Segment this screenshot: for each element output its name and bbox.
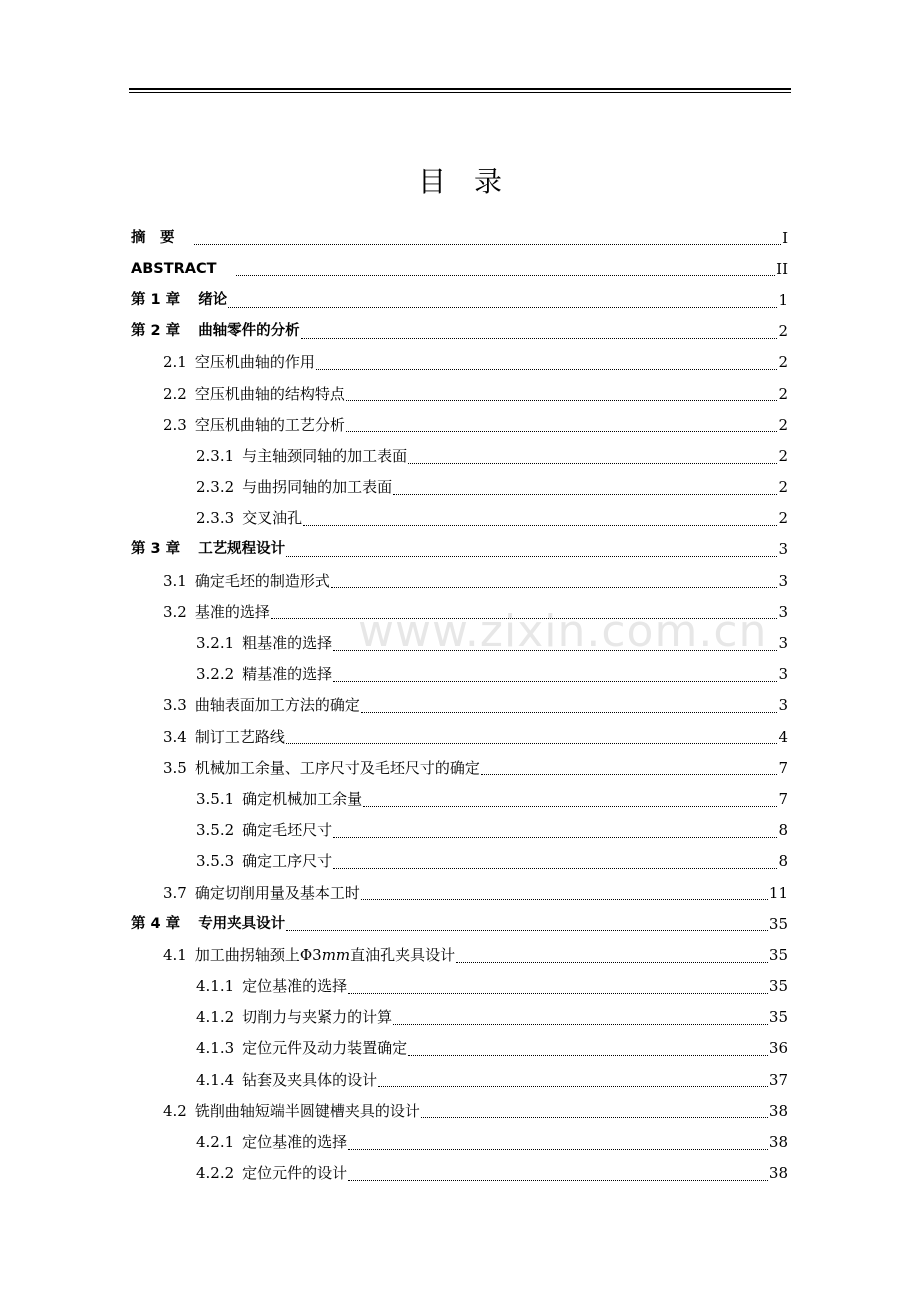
toc-entry-title (195, 602, 270, 622)
toc-entry-title-text: 定位元件的设计 (242, 1164, 348, 1183)
toc-dot-leader (348, 1148, 768, 1150)
toc-entry-page-number: 35 (768, 914, 788, 933)
toc-entry[interactable] (131, 627, 788, 658)
toc-dot-leader (194, 243, 782, 245)
toc-entry[interactable] (131, 409, 788, 440)
toc-entry-number: 3.5.1 (196, 789, 235, 808)
toc-entry[interactable] (131, 939, 788, 970)
toc-entry-number: 3.2 (163, 602, 187, 621)
toc-entry-title (242, 446, 407, 466)
toc-entry-page-number: 38 (768, 1133, 788, 1152)
toc-entry[interactable] (131, 783, 788, 814)
toc-entry-title-unit: mm (321, 945, 351, 964)
toc-entry[interactable] (131, 908, 788, 939)
toc-entry[interactable] (131, 440, 788, 471)
toc-dot-leader (393, 1023, 768, 1025)
toc-dot-leader (333, 867, 777, 869)
toc-entry-number: 3.5 (163, 758, 187, 777)
toc-entry-title-text: 曲轴表面加工方法的确定 (194, 696, 360, 715)
toc-dot-leader (228, 306, 777, 308)
toc-entry-title-text: 空压机曲轴的作用 (194, 353, 315, 372)
toc-entry[interactable] (131, 1158, 788, 1189)
toc-entry-number: 4.1 (163, 945, 187, 964)
toc-entry-number: 2.3.1 (196, 446, 235, 465)
toc-entry-number: 2.3 (163, 415, 187, 434)
toc-entry[interactable] (131, 503, 788, 534)
toc-entry-page-number: 35 (768, 977, 788, 996)
toc-dot-leader (346, 399, 778, 401)
page-title (0, 160, 920, 204)
toc-dot-leader (348, 1179, 768, 1181)
toc-entry-title-text: 铣削曲轴短端半圆键槽夹具的设计 (194, 1101, 420, 1120)
toc-entry-page-number: 7 (778, 758, 788, 777)
toc-entry-title-text: 机械加工余量、工序尺寸及毛坯尺寸的确定 (194, 758, 480, 777)
toc-entry-page-number: 7 (778, 789, 788, 808)
toc-entry-page-number: 35 (768, 945, 788, 964)
toc-entry-page-number: 3 (778, 665, 788, 684)
toc-entry-number: 2.2 (163, 384, 187, 403)
toc-entry-title-text: 定位基准的选择 (242, 977, 348, 996)
toc-entry-title-text: 加工曲拐轴颈上Φ3 (194, 945, 322, 964)
toc-entry-title (242, 664, 332, 684)
toc-dot-leader (301, 337, 778, 339)
toc-dot-leader (333, 680, 777, 682)
toc-entry-title (242, 1132, 347, 1152)
toc-entry-title (242, 851, 332, 871)
toc-entry-number: 第 3 章 (131, 541, 181, 558)
toc-entry-title-text: 空压机曲轴的结构特点 (194, 384, 345, 403)
toc-entry-title (242, 976, 347, 996)
toc-entry-title (195, 727, 285, 747)
toc-entry-title (195, 415, 345, 435)
toc-entry-page-number: 36 (768, 1039, 788, 1058)
toc-entry-number: 第 2 章 (131, 323, 181, 340)
toc-dot-leader (393, 493, 777, 495)
watermark: www.zixin.com.cn (358, 606, 768, 657)
toc-entry-title (242, 633, 332, 653)
toc-dot-leader (333, 836, 777, 838)
toc-entry-title-text: 曲轴零件的分析 (198, 323, 300, 340)
header-double-rule (129, 88, 791, 93)
toc-dot-leader (378, 1085, 768, 1087)
toc-entry-number: 4.1.2 (196, 1008, 235, 1027)
toc-entry-page-number: 38 (768, 1101, 788, 1120)
toc-entry-number: 2.3.3 (196, 509, 235, 528)
toc-entry-title-text: 确定工序尺寸 (242, 852, 333, 871)
toc-entry[interactable] (131, 752, 788, 783)
toc-entry-title-text: 确定毛坯的制造形式 (194, 571, 330, 590)
toc-dot-leader (408, 462, 777, 464)
toc-entry[interactable] (131, 1126, 788, 1157)
toc-entry[interactable] (131, 971, 788, 1002)
toc-entry-title-text: 专用夹具设计 (198, 915, 286, 932)
toc-entry-title-text: 绪论 (198, 291, 228, 308)
toc-entry[interactable] (131, 472, 788, 503)
toc-entry-page-number: 2 (778, 384, 788, 403)
toc-entry-title (195, 758, 480, 778)
toc-entry-title (242, 1070, 377, 1090)
toc-entry-page-number: 8 (778, 821, 788, 840)
toc-entry-number: 3.7 (163, 883, 187, 902)
toc-entry-page-number: 38 (768, 1164, 788, 1183)
toc-entry-title-text: 与曲拐同轴的加工表面 (242, 478, 393, 497)
toc-dot-leader (286, 929, 768, 931)
toc-entry-title-text: 空压机曲轴的工艺分析 (194, 415, 345, 434)
toc-entry-title (198, 321, 300, 341)
toc-entry[interactable] (131, 690, 788, 721)
toc-dot-leader (316, 368, 778, 370)
toc-entry-title-text: 制订工艺路线 (194, 727, 285, 746)
toc-entry-title (242, 820, 332, 840)
toc-entry-title-text: 切削力与夹紧力的计算 (242, 1008, 393, 1027)
toc-entry-page-number: 2 (778, 446, 788, 465)
toc-entry-page-number: 8 (778, 852, 788, 871)
toc-entry-title-text: 钻套及夹具体的设计 (242, 1070, 378, 1089)
toc-entry-number: 3.5.2 (196, 821, 235, 840)
toc-entry-title-text: 基准的选择 (194, 602, 270, 621)
toc-entry[interactable] (131, 1033, 788, 1064)
toc-entry-number: 4.1.1 (196, 977, 235, 996)
toc-entry-number: 3.1 (163, 571, 187, 590)
toc-dot-leader (286, 555, 777, 557)
toc-dot-leader (236, 274, 776, 276)
toc-entry-title (195, 883, 360, 903)
toc-entry-number: 4.2.1 (196, 1133, 235, 1152)
toc-entry[interactable] (131, 378, 788, 409)
toc-entry-number: 4.2 (163, 1101, 187, 1120)
toc-dot-leader (408, 1054, 768, 1056)
toc-entry-title-text: 与主轴颈同轴的加工表面 (242, 446, 408, 465)
toc-dot-leader (456, 961, 768, 963)
header-rule-thick (129, 88, 791, 90)
toc-entry-title (242, 1163, 347, 1183)
toc-entry[interactable] (131, 846, 788, 877)
toc-entry[interactable] (131, 253, 788, 284)
toc-entry-title-text: 确定机械加工余量 (242, 789, 363, 808)
toc-entry-title (198, 914, 285, 934)
toc-dot-leader (348, 992, 768, 994)
toc-entry-title (242, 477, 392, 497)
toc-entry-page-number: 2 (778, 322, 788, 341)
toc-entry[interactable] (131, 316, 788, 347)
toc-entry-page-number: 37 (768, 1070, 788, 1089)
toc-entry[interactable] (131, 534, 788, 565)
toc-entry-number: 摘 要 (131, 229, 175, 246)
toc-entry-number: 4.1.4 (196, 1070, 235, 1089)
toc-entry-number: 4.1.3 (196, 1039, 235, 1058)
toc-entry-title (198, 290, 227, 310)
toc-entry-page-number: 2 (778, 353, 788, 372)
toc-entry-number: ABSTRACT (131, 260, 217, 277)
page-title-part1: 目 (417, 165, 446, 198)
toc-entry-number: 3.2.2 (196, 665, 235, 684)
page-title-part2: 录 (474, 165, 503, 198)
toc-dot-leader (286, 742, 778, 744)
toc-entry[interactable] (131, 1002, 788, 1033)
toc-entry[interactable] (131, 815, 788, 846)
toc-dot-leader (346, 430, 778, 432)
toc-entry-title (195, 571, 330, 591)
toc-entry-title-text: 定位基准的选择 (242, 1133, 348, 1152)
toc-entry-page-number: 35 (768, 1008, 788, 1027)
toc-dot-leader (363, 805, 777, 807)
toc-entry-page-number: 3 (778, 540, 788, 559)
toc-entry-page-number: 11 (768, 883, 788, 902)
toc-entry-title-text: 精基准的选择 (242, 665, 333, 684)
toc-dot-leader (361, 711, 778, 713)
toc-entry[interactable] (131, 721, 788, 752)
toc-dot-leader (421, 1116, 768, 1118)
toc-entry-title-text: 粗基准的选择 (242, 634, 333, 653)
toc-entry-page-number: 4 (778, 727, 788, 746)
toc-entry-title-text: 交叉油孔 (242, 509, 303, 528)
toc-entry-number: 3.4 (163, 727, 187, 746)
toc-dot-leader (481, 773, 778, 775)
toc-dot-leader (361, 898, 768, 900)
toc-entry[interactable] (131, 565, 788, 596)
toc-entry-title-text: 工艺规程设计 (198, 541, 286, 558)
toc-entry[interactable] (131, 1064, 788, 1095)
toc-entry-number: 2.1 (163, 353, 187, 372)
toc-entry-title (242, 508, 302, 528)
toc-entry[interactable] (131, 347, 788, 378)
toc-entry[interactable] (131, 596, 788, 627)
toc-entry-number: 4.2.2 (196, 1164, 235, 1183)
toc-entry-page-number: 2 (778, 415, 788, 434)
toc-entry-title (195, 352, 315, 372)
toc-dot-leader (331, 586, 778, 588)
toc-entry[interactable] (131, 877, 788, 908)
toc-entry-page-number: 3 (778, 634, 788, 653)
toc-entry-number: 3.5.3 (196, 852, 235, 871)
toc-entry[interactable] (131, 222, 788, 253)
toc-entry-title (195, 695, 360, 715)
toc-entry-page-number: 2 (778, 478, 788, 497)
toc-entry-page-number: 3 (778, 571, 788, 590)
toc-entry-number: 3.3 (163, 696, 187, 715)
toc-entry-page-number: I (782, 228, 788, 247)
toc-entry-title (242, 1007, 392, 1027)
toc-entry-page-number: 1 (778, 290, 788, 309)
toc-dot-leader (333, 649, 777, 651)
toc-entry[interactable] (131, 1095, 788, 1126)
toc-entry[interactable] (131, 659, 788, 690)
toc-entry-title-text: 确定毛坯尺寸 (242, 821, 333, 840)
toc-entry-title (195, 945, 455, 965)
toc-entry-number: 第 4 章 (131, 915, 181, 932)
table-of-contents (131, 222, 788, 1189)
toc-entry-title-text: 定位元件及动力装置确定 (242, 1039, 408, 1058)
toc-entry-page-number: 2 (778, 509, 788, 528)
toc-entry-title (198, 539, 285, 559)
toc-entry-page-number: 3 (778, 602, 788, 621)
toc-entry-title-text: 确定切削用量及基本工时 (194, 883, 360, 902)
toc-entry-number: 3.2.1 (196, 634, 235, 653)
toc-entry-number: 第 1 章 (131, 291, 181, 308)
header-rule-thin (129, 92, 791, 93)
toc-entry[interactable] (131, 284, 788, 315)
toc-entry-title (195, 1101, 420, 1121)
toc-entry-title (242, 789, 362, 809)
toc-entry-title-suffix: 直油孔夹具设计 (350, 945, 456, 964)
toc-dot-leader (271, 617, 778, 619)
toc-entry-page-number: II (776, 259, 788, 278)
toc-entry-number: 2.3.2 (196, 478, 235, 497)
toc-entry-page-number: 3 (778, 696, 788, 715)
toc-dot-leader (303, 524, 777, 526)
toc-entry-title (195, 384, 345, 404)
toc-entry-title (242, 1038, 407, 1058)
